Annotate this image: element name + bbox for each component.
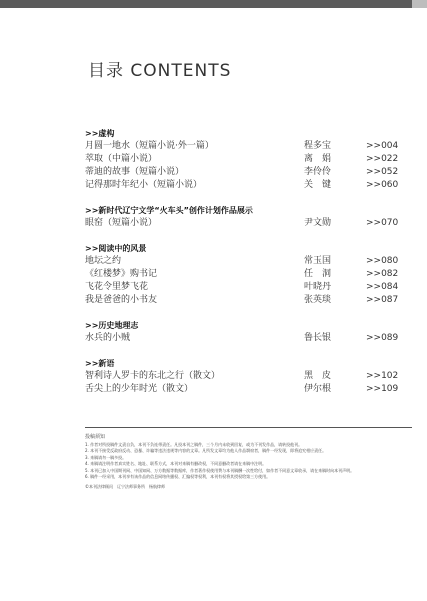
entry-author: 尹文勋 xyxy=(304,218,332,228)
entry-author: 黑 皮 xyxy=(304,371,332,381)
entry-author: 李伶伶 xyxy=(304,167,332,177)
entry-author: 程多宝 xyxy=(304,141,332,151)
toc-entry[interactable] xyxy=(85,255,410,268)
entry-author: 鲁长银 xyxy=(304,333,332,343)
entry-page-number: >>022 xyxy=(366,154,399,164)
toc-entry[interactable] xyxy=(85,140,410,153)
toc-section xyxy=(85,204,410,230)
entry-title: 记得那时年纪小（短篇小说） xyxy=(85,180,203,190)
entry-author: 张英琰 xyxy=(304,295,332,305)
toc-section xyxy=(85,127,410,192)
notice-line: 3. 来稿请勿一稿多投。 xyxy=(85,454,127,460)
entry-title: 飞花令里梦飞花 xyxy=(85,282,149,292)
notice-line: 1. 作者对所投稿件文责自负，本刊不负连带责任。凡投本刊之稿件，三个月内未收到回复，或为不刊发作品，请转投他刊。 xyxy=(85,441,303,447)
entry-author: 任 洞 xyxy=(304,269,332,279)
toc-entry[interactable] xyxy=(85,179,410,192)
toc-section xyxy=(85,357,410,396)
section-title: >>阅读中的风景 xyxy=(85,244,147,253)
entry-page-number: >>004 xyxy=(366,141,399,151)
notice-line: 6. 稿件一经采用，本刊享有该作品的信息网络传播权、汇编权等权利，本刊有权将其授权给第三方使用。 xyxy=(85,474,271,479)
page-title: 目录 CONTENTS xyxy=(88,61,232,81)
toc-entry[interactable] xyxy=(85,281,410,294)
toc-section xyxy=(85,242,410,307)
entry-page-number: >>052 xyxy=(366,167,399,177)
toc-entry[interactable] xyxy=(85,383,410,396)
toc-entry[interactable] xyxy=(85,332,410,345)
entry-title: 月圆一地水（短篇小说·外一篇） xyxy=(85,141,214,151)
entry-title: 舌尖上的少年时光（散文） xyxy=(85,384,194,394)
toc-entry[interactable] xyxy=(85,268,410,281)
toc-entry[interactable] xyxy=(85,153,410,166)
notice-line: 4. 来稿请注明作者真实姓名、地址、联系方式，本刊对来稿有删改权，不同意删改者请在来稿中注明。 xyxy=(85,461,267,466)
toc-section xyxy=(85,319,410,345)
section-title: >>虚构 xyxy=(85,129,115,138)
entry-title: 智利诗人罗卡的东北之行（散文） xyxy=(85,371,221,381)
entry-author: 常玉国 xyxy=(304,256,332,266)
entry-page-number: >>109 xyxy=(366,384,399,394)
entry-title: 水兵的小贼 xyxy=(85,333,131,343)
entry-page-number: >>060 xyxy=(366,180,399,190)
entry-author: 关 键 xyxy=(304,180,332,190)
notice-footer: ©本刊法律顾问 辽宁法师事务所 杨航律师 xyxy=(85,483,165,489)
table-of-contents xyxy=(85,127,410,408)
section-title: >>新时代辽宁文学“火车头”创作计划作品展示 xyxy=(85,206,253,215)
entry-page-number: >>087 xyxy=(366,295,399,305)
entry-author: 伊尔根 xyxy=(304,384,332,394)
toc-entry[interactable] xyxy=(85,166,410,179)
entry-page-number: >>070 xyxy=(366,218,399,228)
entry-author: 叶晓丹 xyxy=(304,282,332,292)
entry-page-number: >>102 xyxy=(366,371,399,381)
section-title: >>新语 xyxy=(85,359,115,368)
entry-title: 蒂迪的故事（短篇小说） xyxy=(85,167,185,177)
section-title: >>历史地理志 xyxy=(85,321,139,330)
entry-title: 眼窑（短篇小说） xyxy=(85,218,158,228)
toc-entry[interactable] xyxy=(85,370,410,383)
entry-page-number: >>080 xyxy=(366,256,399,266)
entry-page-number: >>084 xyxy=(366,282,399,292)
notice-line: 2. 本刊不接受反政府反动、恐暴、诈骗等违法违规等内容的文章。凡所发文章均为他人作品剽窃者，稿件一经发现，即将追究相应责任。 xyxy=(85,448,327,453)
toc-entry[interactable] xyxy=(85,217,410,230)
entry-title: 《红楼梦》购书记 xyxy=(85,269,158,279)
top-bar-light-segment xyxy=(412,0,427,8)
notice-line: 5. 本刊已加入中国期刊网、中国知网、万方数据等数据库，作者著作权使用费与本刊稿酬一次性给付，如作者不同意文章收录，请在来稿时向本刊声明。 xyxy=(85,467,355,473)
entry-title: 地坛之约 xyxy=(85,256,122,266)
submission-notice xyxy=(85,434,415,490)
notice-divider xyxy=(85,427,412,428)
notice-title: 投稿须知 xyxy=(85,434,106,440)
entry-page-number: >>082 xyxy=(366,269,399,279)
top-bar-dark-segment xyxy=(0,0,412,8)
entry-page-number: >>089 xyxy=(366,333,399,343)
entry-title: 我是爸爸的小书友 xyxy=(85,295,158,305)
entry-author: 离 娟 xyxy=(304,154,332,164)
toc-entry[interactable] xyxy=(85,294,410,307)
entry-title: 萃取（中篇小说） xyxy=(85,154,158,164)
notice-body xyxy=(85,442,415,481)
top-color-bar xyxy=(0,0,427,8)
